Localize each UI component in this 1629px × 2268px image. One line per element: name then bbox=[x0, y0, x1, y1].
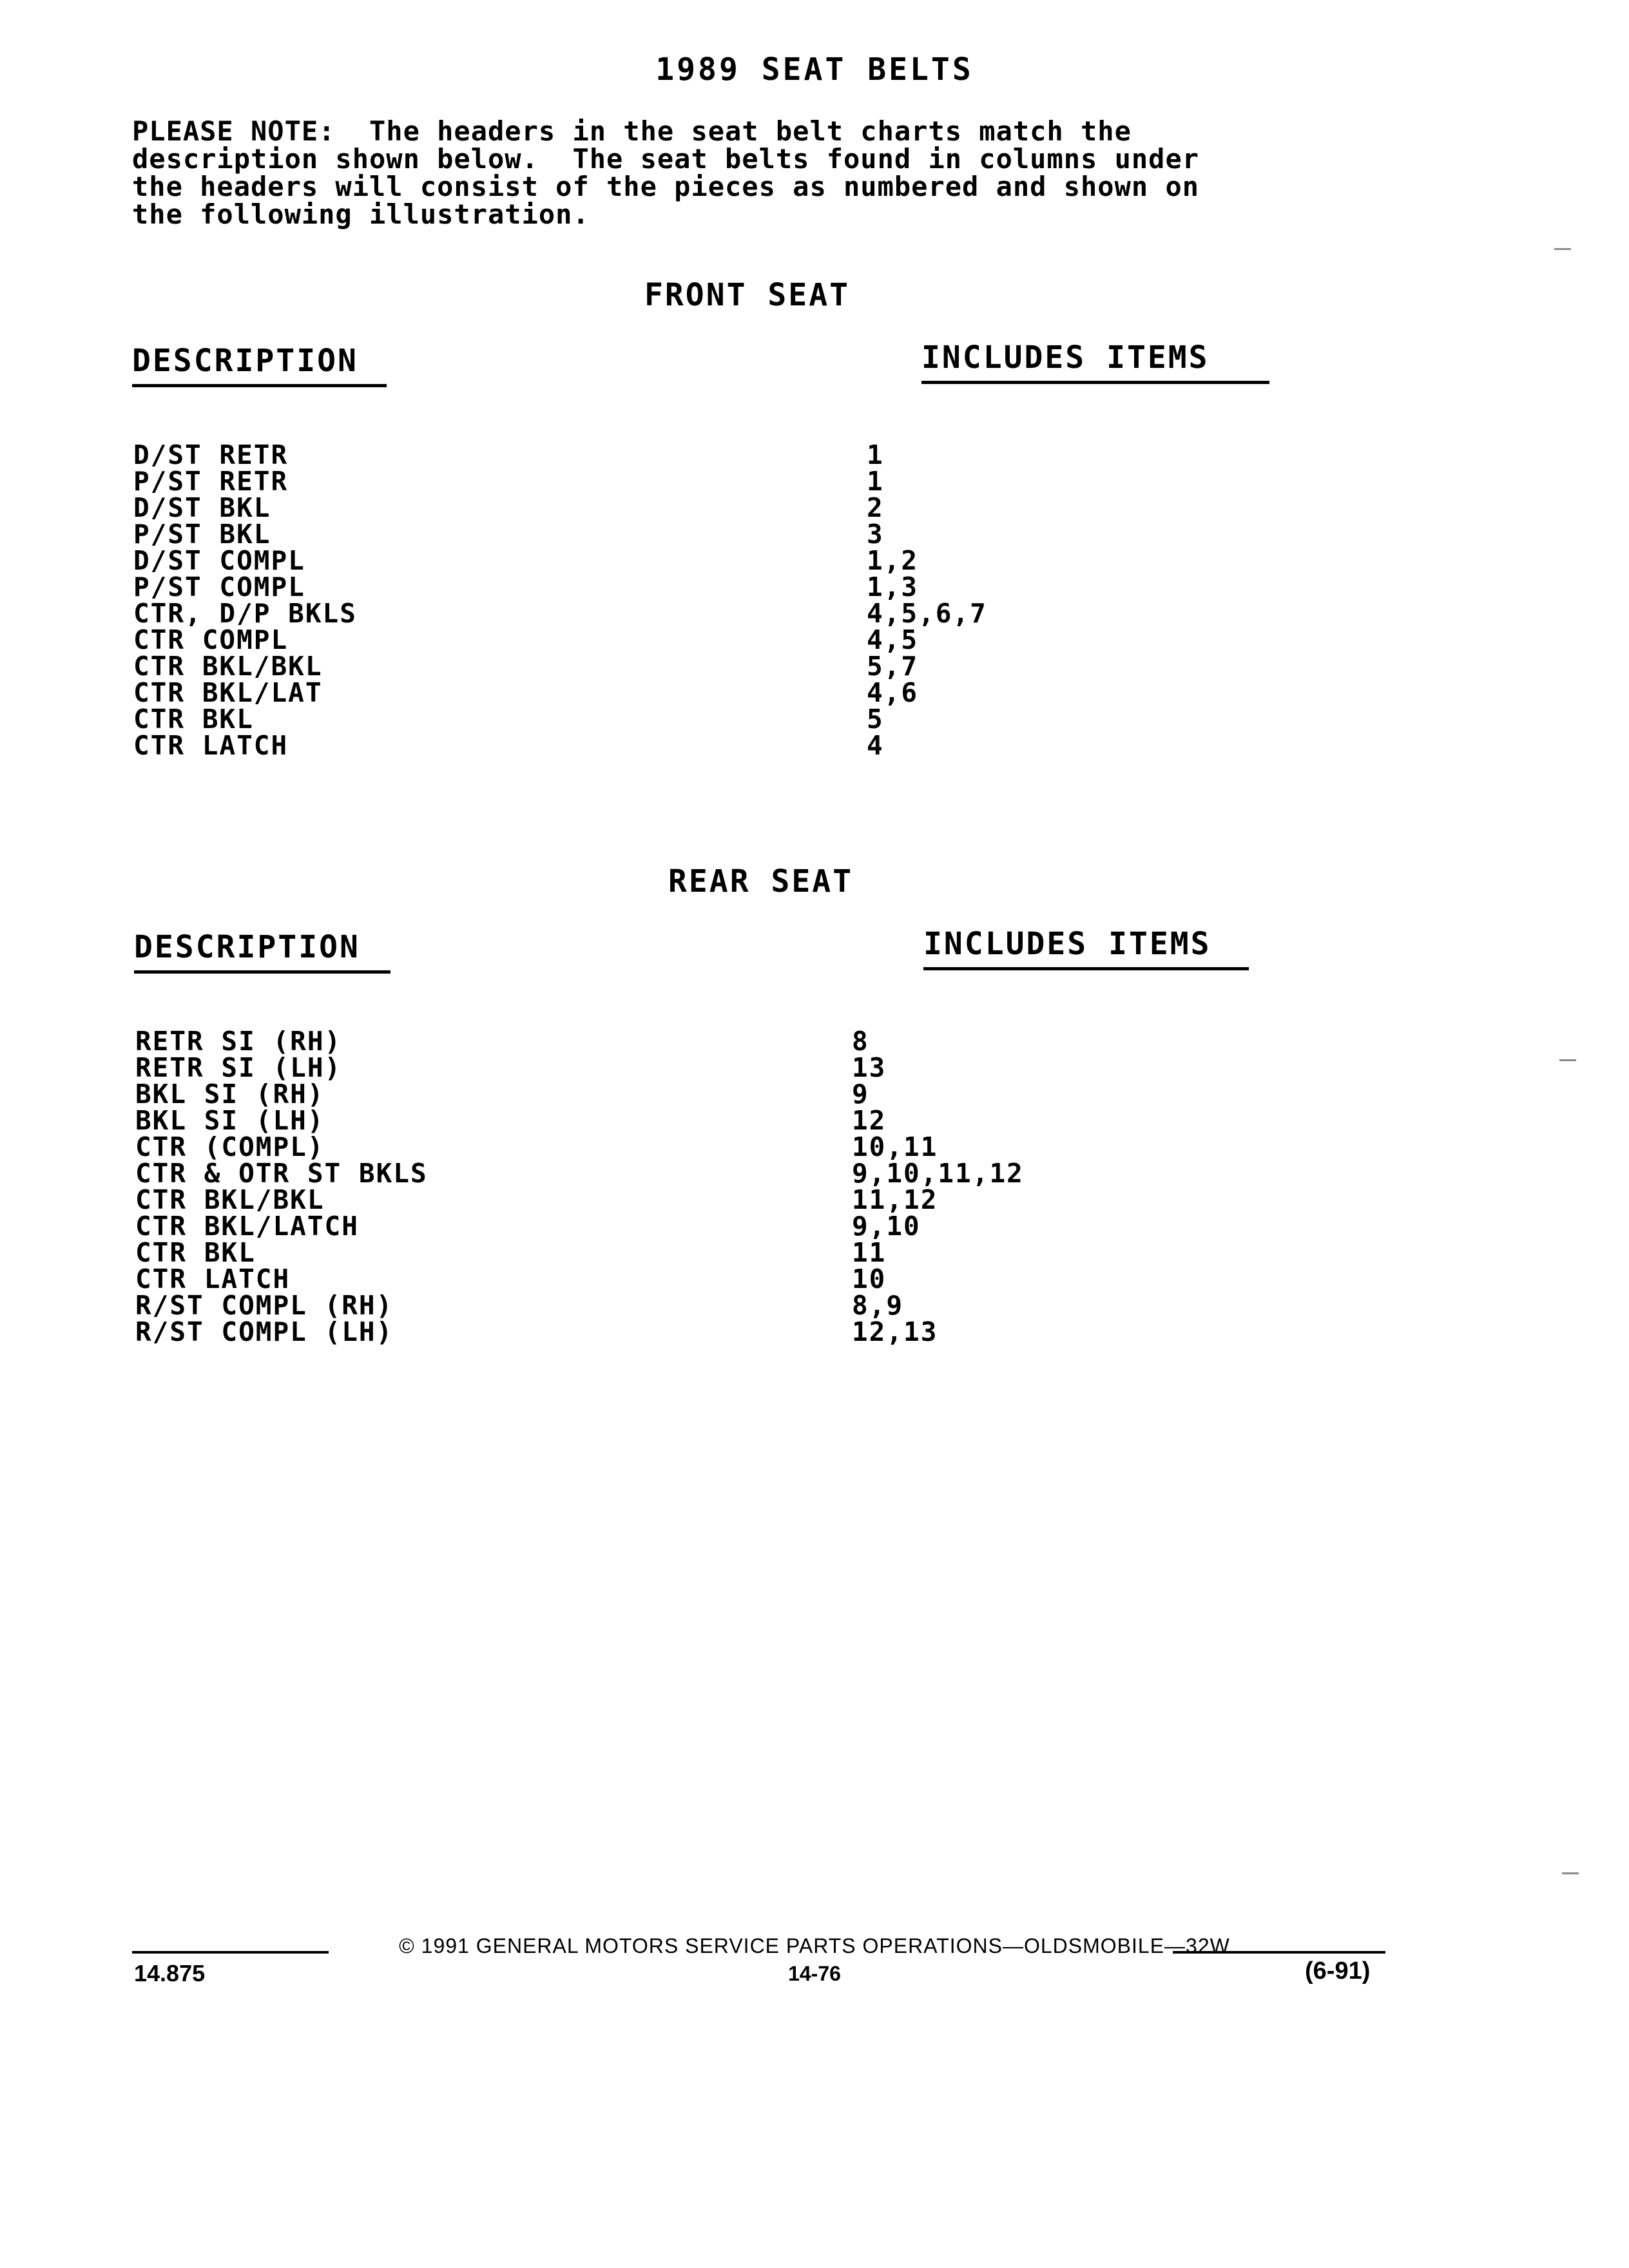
front-row-items: 1 bbox=[867, 466, 884, 497]
front-items-column bbox=[867, 439, 987, 761]
rear-row-items: 10,11 bbox=[852, 1131, 938, 1162]
front-row-description: CTR COMPL bbox=[133, 624, 289, 655]
rear-row-items: 8 bbox=[852, 1026, 869, 1057]
rear-row-description: BKL SI (RH) bbox=[135, 1079, 325, 1110]
footer-page-number: 14-76 bbox=[788, 1962, 841, 1985]
rear-row-items: 12 bbox=[852, 1105, 887, 1136]
front-row-items: 5 bbox=[867, 704, 884, 735]
front-row-description: CTR LATCH bbox=[133, 730, 289, 761]
rear-row-description: CTR BKL/LATCH bbox=[135, 1211, 359, 1242]
rear-description-header: DESCRIPTION bbox=[134, 929, 390, 974]
front-row-items: 4,5 bbox=[867, 624, 919, 655]
front-row-items: 5,7 bbox=[867, 651, 919, 682]
rear-row-items: 9,10 bbox=[852, 1211, 921, 1242]
front-description-header: DESCRIPTION bbox=[132, 343, 387, 387]
rear-row-items: 12,13 bbox=[852, 1316, 938, 1347]
front-row-items: 3 bbox=[867, 519, 884, 550]
rear-row-description: RETR SI (LH) bbox=[135, 1052, 342, 1083]
front-description-column bbox=[133, 439, 357, 761]
rear-row-description: CTR LATCH bbox=[135, 1264, 291, 1294]
rear-row-items: 9 bbox=[852, 1079, 869, 1110]
front-items-header: INCLUDES ITEMS bbox=[921, 340, 1269, 384]
rear-row-items: 13 bbox=[852, 1052, 887, 1083]
rear-row-description: BKL SI (LH) bbox=[135, 1105, 325, 1136]
front-row-items: 4,6 bbox=[867, 677, 919, 708]
margin-tick bbox=[1562, 1872, 1579, 1874]
front-row-items: 1,3 bbox=[867, 572, 919, 602]
front-row-description: CTR BKL/BKL bbox=[133, 651, 323, 682]
rear-items-column bbox=[852, 1028, 1024, 1345]
front-row-items: 2 bbox=[867, 492, 884, 523]
footer-copyright: © 1991 GENERAL MOTORS SERVICE PARTS OPERATIONS—OLDSMOBILE—32W bbox=[399, 1934, 1230, 1957]
front-row-items: 1 bbox=[867, 439, 884, 470]
rear-row-description: CTR BKL/BKL bbox=[135, 1184, 325, 1215]
front-row-description: CTR, D/P BKLS bbox=[133, 598, 357, 629]
rear-row-items: 11 bbox=[852, 1237, 887, 1268]
front-row-description: CTR BKL/LAT bbox=[133, 677, 323, 708]
rear-items-header: INCLUDES ITEMS bbox=[923, 926, 1249, 970]
front-row-description: D/ST COMPL bbox=[133, 545, 305, 576]
margin-tick bbox=[1559, 1059, 1576, 1061]
front-row-description: P/ST RETR bbox=[133, 466, 289, 497]
rear-row-description: R/ST COMPL (LH) bbox=[135, 1316, 394, 1347]
front-seat-title: FRONT SEAT bbox=[644, 277, 850, 313]
rear-description-column bbox=[135, 1028, 428, 1345]
front-row-description: D/ST RETR bbox=[133, 439, 289, 470]
footer-section-number: 14.875 bbox=[134, 1960, 206, 1986]
rear-row-items: 10 bbox=[852, 1264, 887, 1294]
rear-seat-title: REAR SEAT bbox=[668, 863, 854, 899]
front-row-description: D/ST BKL bbox=[133, 492, 271, 523]
please-note-paragraph: PLEASE NOTE: The headers in the seat belt charts match the description shown below. The seat belts found in columns under the headers will consist of the pieces as numbered and shown on the following illustration. bbox=[132, 115, 1200, 230]
front-row-description: P/ST BKL bbox=[133, 519, 271, 550]
rear-row-items: 8,9 bbox=[852, 1290, 904, 1321]
front-row-items: 1,2 bbox=[867, 545, 919, 576]
rear-row-description: CTR (COMPL) bbox=[135, 1131, 325, 1162]
margin-tick bbox=[1554, 248, 1571, 250]
front-row-description: P/ST COMPL bbox=[133, 572, 305, 602]
rear-row-description: RETR SI (RH) bbox=[135, 1026, 342, 1057]
page-title: 1989 SEAT BELTS bbox=[655, 52, 974, 88]
footer-date-code: (6-91) bbox=[1305, 1957, 1371, 1984]
front-row-items: 4,5,6,7 bbox=[867, 598, 987, 629]
front-row-description: CTR BKL bbox=[133, 704, 254, 735]
rear-row-description: CTR BKL bbox=[135, 1237, 256, 1268]
rear-row-description: R/ST COMPL (RH) bbox=[135, 1290, 394, 1321]
rear-row-description: CTR & OTR ST BKLS bbox=[135, 1158, 428, 1189]
rear-row-items: 9,10,11,12 bbox=[852, 1158, 1024, 1189]
rear-row-items: 11,12 bbox=[852, 1184, 938, 1215]
front-row-items: 4 bbox=[867, 730, 884, 761]
